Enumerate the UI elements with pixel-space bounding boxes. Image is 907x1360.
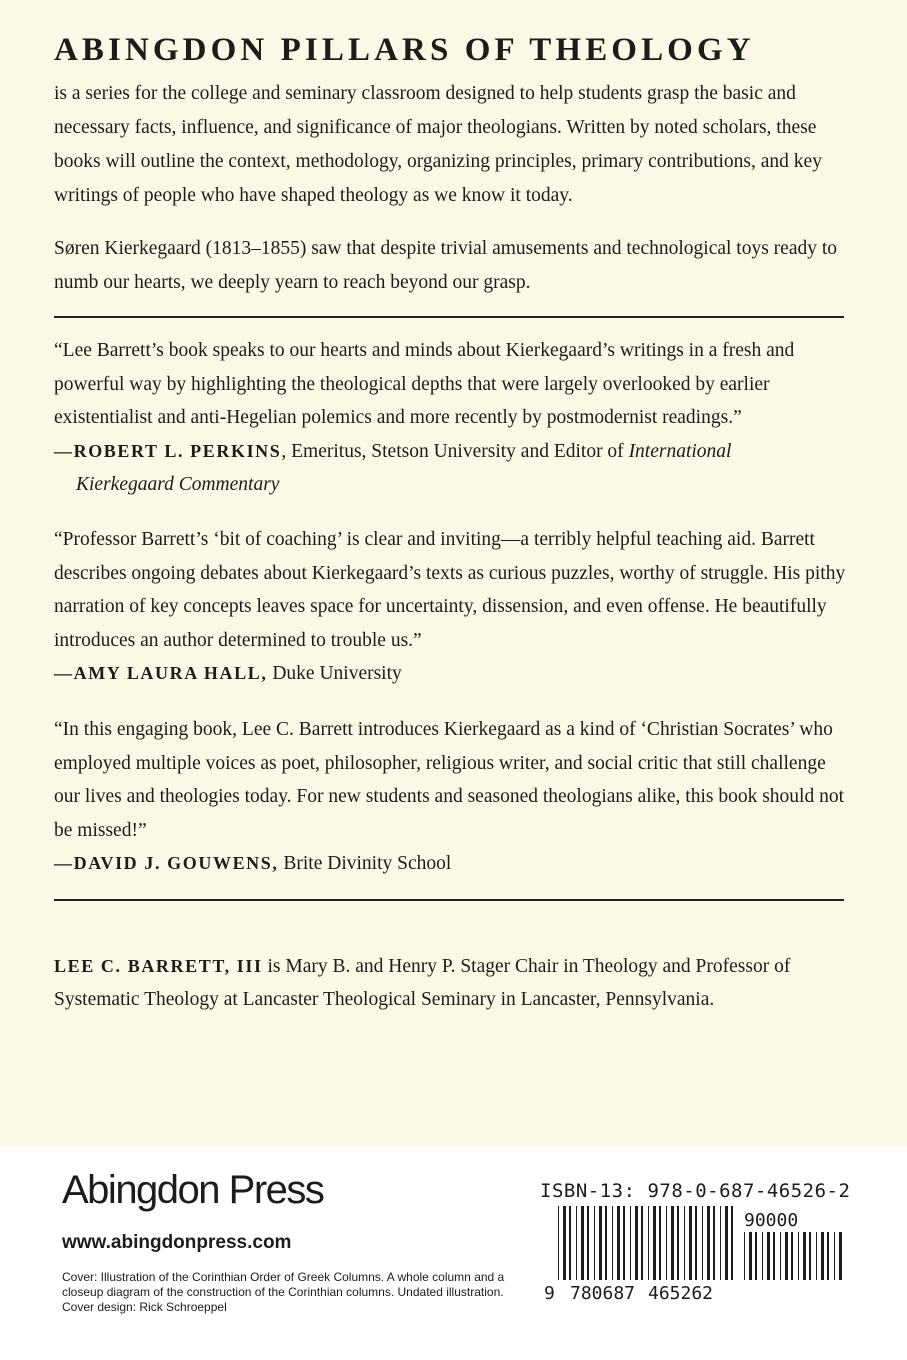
barcode-bar <box>834 1232 835 1280</box>
series-title: ABINGDON PILLARS OF THEOLOGY <box>54 32 755 68</box>
barcode-bar <box>755 1232 757 1280</box>
endorsement-attribution <box>54 657 854 691</box>
barcode-bar <box>744 1232 745 1280</box>
barcode-bar <box>623 1206 625 1280</box>
endorser-name: —AMY LAURA HALL, <box>54 663 268 683</box>
barcode-bar <box>767 1232 770 1280</box>
barcode-bar <box>821 1232 824 1280</box>
barcode-bar <box>798 1232 799 1280</box>
endorsement-attribution <box>54 847 854 881</box>
barcode-bar <box>587 1206 589 1280</box>
barcode-bar <box>659 1206 661 1280</box>
publisher-website: www.abingdonpress.com <box>62 1232 292 1253</box>
barcode-digits-left: 780687 <box>570 1283 636 1304</box>
barcode-bar <box>803 1232 806 1280</box>
book-summary: Søren Kierkegaard (1813–1855) saw that despite trivial amusements and technological toys ready to numb our hearts, we deeply yearn to reach beyond our grasp. <box>54 238 838 293</box>
barcode-bar <box>720 1206 721 1280</box>
price-code: 90000 <box>744 1210 799 1231</box>
cover-credit <box>62 1270 512 1315</box>
barcode-bar <box>689 1206 692 1280</box>
barcode-bar <box>791 1232 793 1280</box>
endorser-name: —DAVID J. GOUWENS, <box>54 853 279 873</box>
barcode-bar <box>599 1206 602 1280</box>
barcode-bar <box>576 1206 577 1280</box>
barcode-bar <box>641 1206 643 1280</box>
barcode-bar <box>702 1206 703 1280</box>
endorsement-attribution-cont <box>54 468 854 502</box>
barcode-bar <box>707 1206 710 1280</box>
endorsement-text: “In this engaging book, Lee C. Barrett introduces Kierkegaard as a kind of ‘Christian Socrates’ who employed multiple voices as poet, philosopher, religious writer, and social critic that still challenge our lives and theologies today. For new students and seasoned theologians alike, this book should not be missed!” <box>54 719 844 841</box>
endorser-affiliation-italic: International <box>628 440 732 462</box>
barcode-bar <box>648 1206 649 1280</box>
endorser-name: —ROBERT L. PERKINS <box>54 440 282 461</box>
barcode-bar <box>695 1206 697 1280</box>
endorsement-2 <box>54 523 854 691</box>
author-bio <box>54 950 854 1016</box>
top-divider <box>54 316 844 318</box>
ean-barcode-bars <box>558 1206 733 1280</box>
barcode-bar <box>666 1206 667 1280</box>
barcode-bar <box>731 1206 733 1280</box>
endorsement-text: “Professor Barrett’s ‘bit of coaching’ is clear and inviting—a terribly helpful teaching aid. Barrett describes ongoing debates about Kierkegaard’s texts as curious puzzles, worthy of struggle. His pithy narration of key concepts leaves space for uncertainty, dissension, and even offense. He beautifully introduces an author determined to trouble us.” <box>54 529 846 651</box>
endorsement-text: “Lee Barrett’s book speaks to our hearts and minds about Kierkegaard’s writings in a fresh and powerful way by highlighting the theological depths that were largely overlooked by earlier existentialist and anti-Hegelian polemics and more recently by postmodernist readings.” <box>54 340 795 428</box>
barcode-bar <box>809 1232 811 1280</box>
barcode-bar <box>785 1232 788 1280</box>
barcode-bar <box>677 1206 679 1280</box>
barcode-bar <box>635 1206 638 1280</box>
author-name: LEE C. BARRETT, III <box>54 956 263 976</box>
barcode-digits-right: 465262 <box>648 1283 714 1304</box>
bottom-divider <box>54 899 844 901</box>
barcode-bar <box>605 1206 607 1280</box>
series-description: is a series for the college and seminary classroom designed to help students grasp the basic and necessary facts, influence, and significance of major theologians. Written by noted scholars, these books will outline the context, methodology, organizing principles, primary contributions, and key writings of people who have shaped theology as we know it today. <box>54 83 822 206</box>
barcode-bar <box>749 1232 752 1280</box>
barcode-bar <box>617 1206 620 1280</box>
barcode-bar <box>725 1206 728 1280</box>
endorsement-1 <box>54 334 854 502</box>
endorsement-attribution <box>54 435 854 469</box>
barcode-bar <box>558 1206 559 1280</box>
barcode-bar <box>563 1206 566 1280</box>
barcode-bar <box>816 1232 817 1280</box>
barcode-bar <box>762 1232 763 1280</box>
barcode-bar <box>780 1232 781 1280</box>
endorser-affiliation: Duke University <box>267 663 402 684</box>
barcode-bar <box>827 1232 829 1280</box>
endorser-affiliation: Brite Divinity School <box>278 853 452 874</box>
barcode-bar <box>713 1206 715 1280</box>
endorser-affiliation: , Emeritus, Stetson University and Editor of <box>281 440 629 462</box>
barcode-bar <box>684 1206 685 1280</box>
price-addon-bars <box>744 1232 842 1280</box>
endorsement-3 <box>54 713 854 881</box>
barcode-bar <box>839 1232 842 1280</box>
barcode-bar <box>773 1232 775 1280</box>
barcode-bar <box>569 1206 571 1280</box>
barcode-bar <box>594 1206 595 1280</box>
isbn-label: ISBN-13: 978-0-687-46526-2 <box>540 1180 851 1202</box>
isbn-barcode <box>544 1206 842 1306</box>
author-bio-text: is Mary B. and Henry P. Stager Chair in Theology and Professor of Systematic Theology at Lancaster Theological Seminary in Lancaster, Pennsylvania. <box>54 956 791 1010</box>
endorser-affiliation-italic-cont: Kierkegaard Commentary <box>76 474 280 495</box>
barcode-bar <box>671 1206 674 1280</box>
cover-design-credit: Cover design: Rick Schroeppel <box>62 1300 227 1314</box>
cover-illustration-credit: Cover: Illustration of the Corinthian Order of Greek Columns. A whole column and a closeup diagram of the construction of the Corinthian columns. Undated illustration. <box>62 1270 505 1299</box>
publisher-logo: Abingdon Press <box>62 1168 324 1212</box>
barcode-bar <box>630 1206 631 1280</box>
barcode-digit-lead: 9 <box>544 1283 555 1304</box>
barcode-bar <box>653 1206 656 1280</box>
barcode-bar <box>612 1206 613 1280</box>
barcode-bar <box>581 1206 584 1280</box>
